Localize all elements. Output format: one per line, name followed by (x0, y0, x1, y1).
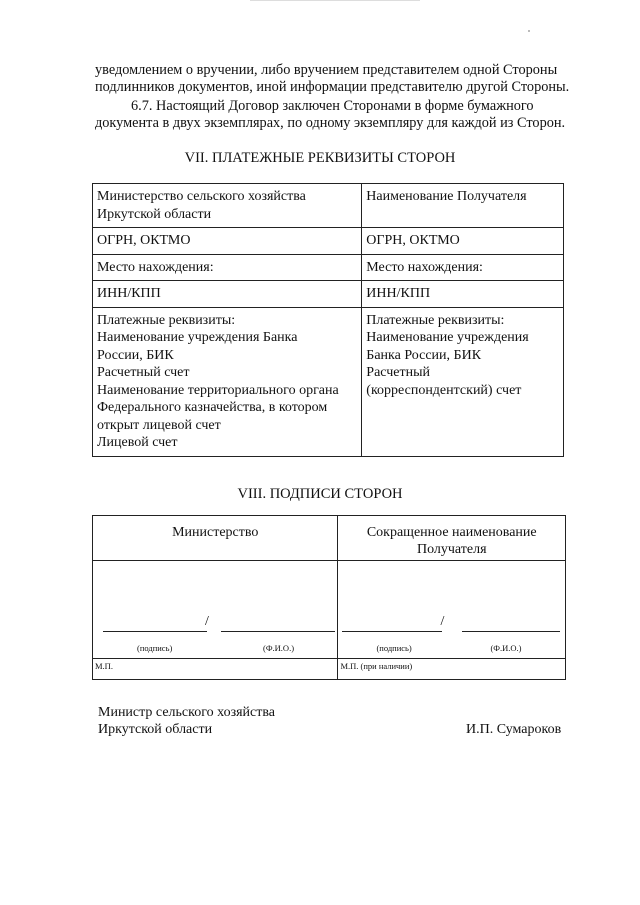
scan-top-line (250, 0, 420, 1)
cell-line: ИНН/КПП (97, 286, 161, 301)
cell-line: Расчетный счет (97, 365, 190, 380)
text-line: документа в двух экземплярах, по одному экземпляру для каждой из Сторон. (95, 115, 566, 131)
ministry-cell (93, 281, 362, 308)
table-row (93, 254, 564, 281)
recipient-cell (362, 254, 564, 281)
text-line: уведомлением о вручении, либо вручением представителем одной Стороны (95, 62, 558, 78)
slash-separator: / (440, 614, 445, 629)
position-line: Министр сельского хозяйства (98, 705, 275, 720)
cell-line: Лицевой счет (97, 435, 178, 450)
signature-line (103, 631, 207, 632)
section-7-title: VII. ПЛАТЕЖНЫЕ РЕКВИЗИТЫ СТОРОН (184, 150, 456, 166)
recipient-cell (362, 228, 564, 255)
recipient-label-line1: Сокращенное наименование (366, 525, 537, 540)
cell-line: Платежные реквизиты: (366, 312, 505, 328)
signature-line (342, 631, 442, 632)
stamp-divider (93, 658, 337, 659)
caption-signature: (подпись) (137, 643, 173, 653)
slash-separator: / (205, 614, 209, 629)
recipient-cell (362, 281, 564, 308)
cell-line: Иркутской области (97, 206, 212, 222)
table-row (93, 228, 564, 255)
cell-line: (корреспондентский) счет (366, 382, 522, 398)
signatures-table (92, 515, 566, 680)
recipient-label-line2: Получателя (416, 542, 487, 557)
paragraph-delivery (95, 62, 595, 96)
cell-line: Наименование учреждения (366, 330, 529, 345)
cell-line: Банка России, БИК (366, 347, 482, 363)
recipient-cell (362, 307, 564, 456)
cell-line: Платежные реквизиты: (97, 312, 236, 328)
stamp-label: М.П. (95, 661, 113, 671)
cell-line: ИНН/КПП (366, 286, 431, 301)
ministry-cell (93, 228, 362, 255)
scan-speck (528, 30, 530, 32)
cell-line: Министерство сельского хозяйства (97, 189, 306, 204)
ministry-cell (93, 254, 362, 281)
signature-header-recipient (338, 516, 566, 561)
paragraph-6-7 (95, 98, 595, 132)
cell-line: открыт лицевой счет (97, 417, 221, 433)
position-line: Иркутской области (98, 722, 213, 737)
cell-line: Расчетный (366, 365, 430, 380)
payment-details-body (93, 184, 564, 457)
fio-line (462, 631, 560, 632)
text-line: 6.7. Настоящий Договор заключен Сторонами в форме бумажного (131, 98, 534, 114)
cell-line: Место нахождения: (366, 259, 483, 275)
table-row (93, 184, 564, 228)
cell-line: Место нахождения: (97, 259, 214, 275)
fio-line (221, 631, 335, 632)
ministry-label: Министерство (172, 525, 259, 540)
cell-line: России, БИК (97, 347, 174, 363)
table-row (93, 307, 564, 456)
caption-signature: (подпись) (376, 643, 412, 653)
signature-cell-ministry (93, 561, 338, 680)
cell-line: Наименование территориального органа (97, 382, 339, 398)
ministry-cell (93, 184, 362, 228)
cell-line: ОГРН, ОКТМО (366, 233, 460, 248)
signer-position (98, 704, 275, 738)
stamp-label: М.П. (при наличии) (340, 661, 413, 671)
table-row (93, 281, 564, 308)
section-8-title: VIII. ПОДПИСИ СТОРОН (237, 486, 403, 502)
stamp-divider (338, 658, 565, 659)
ministry-cell (93, 307, 362, 456)
text-line: подлинников документов, иной информации представителю другой Стороны. (95, 79, 570, 95)
caption-fio: (Ф.И.О.) (490, 643, 522, 653)
cell-line: Наименование учреждения Банка (97, 330, 298, 345)
cell-line: Федерального казначейства, в котором (97, 400, 328, 415)
recipient-cell (362, 184, 564, 228)
signature-cell-recipient (338, 561, 566, 680)
signer-name: И.П. Сумароков (466, 722, 562, 737)
payment-details-table (92, 183, 564, 457)
cell-line: ОГРН, ОКТМО (97, 233, 191, 248)
caption-fio: (Ф.И.О.) (263, 643, 295, 653)
signature-header-ministry (93, 516, 338, 561)
cell-line: Наименование Получателя (366, 189, 527, 204)
